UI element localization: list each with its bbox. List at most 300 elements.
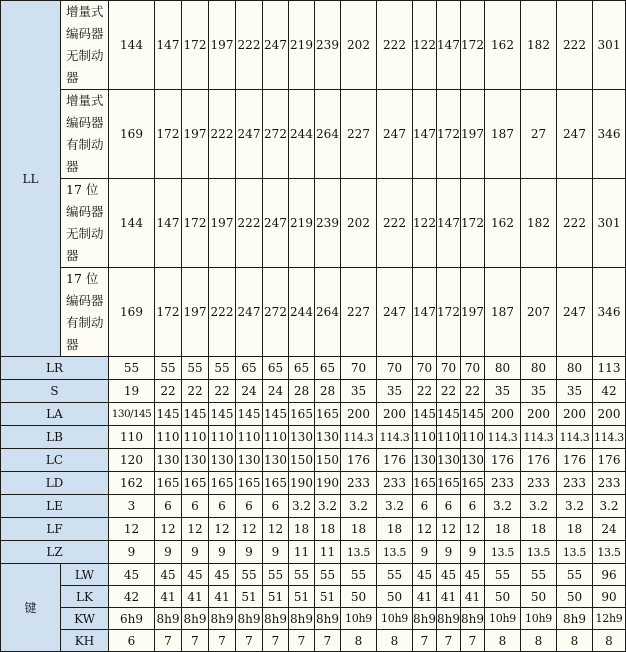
value-cell: 197 bbox=[461, 90, 485, 179]
value-cell: 165 bbox=[209, 472, 236, 495]
value-cell: 145 bbox=[182, 403, 209, 426]
value-cell: 55 bbox=[209, 357, 236, 380]
table-row bbox=[1, 426, 626, 449]
value-cell: 8h9 bbox=[557, 608, 593, 630]
value-cell: 172 bbox=[182, 1, 209, 90]
value-cell: 202 bbox=[341, 179, 377, 268]
value-cell: 22 bbox=[413, 380, 437, 403]
value-cell: 12h9 bbox=[593, 608, 626, 630]
value-cell: 9 bbox=[209, 541, 236, 564]
value-cell: 27 bbox=[521, 90, 557, 179]
value-cell: 197 bbox=[461, 268, 485, 357]
value-cell: 42 bbox=[109, 586, 155, 608]
value-cell: 50 bbox=[485, 586, 521, 608]
value-cell: 24 bbox=[593, 518, 626, 541]
value-cell: 12 bbox=[263, 518, 289, 541]
value-cell: 207 bbox=[521, 268, 557, 357]
value-cell: 247 bbox=[377, 90, 413, 179]
sub-row-label: 17 位编码器无制动器 bbox=[61, 179, 109, 268]
value-cell: 35 bbox=[557, 380, 593, 403]
row-label-ll: LL bbox=[1, 1, 61, 357]
value-cell: 50 bbox=[341, 586, 377, 608]
value-cell: 7 bbox=[182, 630, 209, 652]
value-cell: 45 bbox=[155, 564, 182, 586]
value-cell: 145 bbox=[209, 403, 236, 426]
value-cell: 35 bbox=[341, 380, 377, 403]
value-cell: 45 bbox=[461, 564, 485, 586]
value-cell: 18 bbox=[377, 518, 413, 541]
value-cell: 8 bbox=[557, 630, 593, 652]
value-cell: 10h9 bbox=[521, 608, 557, 630]
value-cell: 130/145 bbox=[109, 403, 155, 426]
value-cell: 222 bbox=[236, 1, 263, 90]
value-cell: 172 bbox=[437, 90, 461, 179]
value-cell: 190 bbox=[289, 472, 315, 495]
value-cell: 10h9 bbox=[341, 608, 377, 630]
value-cell: 3.2 bbox=[341, 495, 377, 518]
value-cell: 172 bbox=[437, 268, 461, 357]
value-cell: 18 bbox=[315, 518, 341, 541]
value-cell: 9 bbox=[437, 541, 461, 564]
value-cell: 110 bbox=[209, 426, 236, 449]
value-cell: 150 bbox=[315, 449, 341, 472]
value-cell: 301 bbox=[593, 1, 626, 90]
value-cell: 187 bbox=[485, 90, 521, 179]
value-cell: 13.5 bbox=[377, 541, 413, 564]
value-cell: 176 bbox=[377, 449, 413, 472]
value-cell: 41 bbox=[155, 586, 182, 608]
value-cell: 13.5 bbox=[521, 541, 557, 564]
value-cell: 110 bbox=[109, 426, 155, 449]
value-cell: 130 bbox=[209, 449, 236, 472]
table-row bbox=[1, 1, 626, 90]
value-cell: 197 bbox=[182, 90, 209, 179]
value-cell: 172 bbox=[155, 90, 182, 179]
value-cell: 55 bbox=[182, 357, 209, 380]
value-cell: 65 bbox=[289, 357, 315, 380]
row-label: LE bbox=[1, 495, 109, 518]
value-cell: 144 bbox=[109, 1, 155, 90]
value-cell: 3.2 bbox=[289, 495, 315, 518]
row-label: LF bbox=[1, 518, 109, 541]
sub-row-label: 增量式编码器有制动器 bbox=[61, 90, 109, 179]
table-row bbox=[1, 564, 626, 586]
value-cell: 110 bbox=[236, 426, 263, 449]
value-cell: 165 bbox=[155, 472, 182, 495]
value-cell: 7 bbox=[437, 630, 461, 652]
value-cell: 12 bbox=[413, 518, 437, 541]
value-cell: 197 bbox=[209, 179, 236, 268]
value-cell: 145 bbox=[155, 403, 182, 426]
value-cell: 70 bbox=[437, 357, 461, 380]
value-cell: 3.2 bbox=[315, 495, 341, 518]
value-cell: 172 bbox=[461, 179, 485, 268]
value-cell: 12 bbox=[209, 518, 236, 541]
value-cell: 200 bbox=[485, 403, 521, 426]
value-cell: 11 bbox=[315, 541, 341, 564]
table-row bbox=[1, 179, 626, 268]
value-cell: 222 bbox=[557, 1, 593, 90]
value-cell: 35 bbox=[521, 380, 557, 403]
value-cell: 227 bbox=[341, 268, 377, 357]
value-cell: 80 bbox=[485, 357, 521, 380]
value-cell: 247 bbox=[377, 268, 413, 357]
value-cell: 70 bbox=[377, 357, 413, 380]
row-label-key: 键 bbox=[1, 564, 61, 652]
table-row bbox=[1, 357, 626, 380]
value-cell: 162 bbox=[109, 472, 155, 495]
value-cell: 65 bbox=[315, 357, 341, 380]
value-cell: 145 bbox=[236, 403, 263, 426]
table-row bbox=[1, 541, 626, 564]
value-cell: 6 bbox=[182, 495, 209, 518]
value-cell: 6h9 bbox=[109, 608, 155, 630]
value-cell: 219 bbox=[289, 179, 315, 268]
value-cell: 8 bbox=[341, 630, 377, 652]
value-cell: 7 bbox=[155, 630, 182, 652]
value-cell: 130 bbox=[437, 449, 461, 472]
value-cell: 45 bbox=[413, 564, 437, 586]
value-cell: 222 bbox=[377, 179, 413, 268]
value-cell: 22 bbox=[182, 380, 209, 403]
value-cell: 8 bbox=[521, 630, 557, 652]
value-cell: 13.5 bbox=[485, 541, 521, 564]
value-cell: 45 bbox=[437, 564, 461, 586]
value-cell: 41 bbox=[437, 586, 461, 608]
value-cell: 8h9 bbox=[461, 608, 485, 630]
value-cell: 7 bbox=[209, 630, 236, 652]
value-cell: 130 bbox=[182, 449, 209, 472]
value-cell: 18 bbox=[557, 518, 593, 541]
value-cell: 12 bbox=[236, 518, 263, 541]
value-cell: 55 bbox=[521, 564, 557, 586]
value-cell: 55 bbox=[109, 357, 155, 380]
value-cell: 51 bbox=[289, 586, 315, 608]
value-cell: 9 bbox=[182, 541, 209, 564]
value-cell: 41 bbox=[461, 586, 485, 608]
value-cell: 55 bbox=[236, 564, 263, 586]
value-cell: 10h9 bbox=[485, 608, 521, 630]
value-cell: 55 bbox=[315, 564, 341, 586]
value-cell: 176 bbox=[521, 449, 557, 472]
value-cell: 197 bbox=[182, 268, 209, 357]
value-cell: 8h9 bbox=[209, 608, 236, 630]
table-row bbox=[1, 449, 626, 472]
value-cell: 120 bbox=[109, 449, 155, 472]
value-cell: 176 bbox=[341, 449, 377, 472]
value-cell: 8h9 bbox=[413, 608, 437, 630]
value-cell: 114.3 bbox=[377, 426, 413, 449]
value-cell: 200 bbox=[341, 403, 377, 426]
value-cell: 190 bbox=[315, 472, 341, 495]
value-cell: 12 bbox=[437, 518, 461, 541]
value-cell: 247 bbox=[557, 90, 593, 179]
row-label: LA bbox=[1, 403, 109, 426]
value-cell: 162 bbox=[485, 1, 521, 90]
value-cell: 9 bbox=[155, 541, 182, 564]
value-cell: 200 bbox=[557, 403, 593, 426]
value-cell: 6 bbox=[109, 630, 155, 652]
value-cell: 18 bbox=[341, 518, 377, 541]
value-cell: 3.2 bbox=[521, 495, 557, 518]
value-cell: 65 bbox=[263, 357, 289, 380]
value-cell: 247 bbox=[263, 179, 289, 268]
value-cell: 176 bbox=[557, 449, 593, 472]
value-cell: 182 bbox=[521, 1, 557, 90]
value-cell: 8h9 bbox=[315, 608, 341, 630]
value-cell: 200 bbox=[521, 403, 557, 426]
value-cell: 13.5 bbox=[557, 541, 593, 564]
value-cell: 165 bbox=[315, 403, 341, 426]
value-cell: 272 bbox=[263, 268, 289, 357]
value-cell: 7 bbox=[289, 630, 315, 652]
value-cell: 247 bbox=[263, 1, 289, 90]
value-cell: 113 bbox=[593, 357, 626, 380]
value-cell: 42 bbox=[593, 380, 626, 403]
value-cell: 222 bbox=[557, 179, 593, 268]
sub-row-label: LW bbox=[61, 564, 109, 586]
value-cell: 8h9 bbox=[155, 608, 182, 630]
value-cell: 165 bbox=[182, 472, 209, 495]
value-cell: 41 bbox=[413, 586, 437, 608]
value-cell: 264 bbox=[315, 268, 341, 357]
value-cell: 12 bbox=[182, 518, 209, 541]
value-cell: 147 bbox=[155, 179, 182, 268]
value-cell: 110 bbox=[263, 426, 289, 449]
value-cell: 176 bbox=[593, 449, 626, 472]
value-cell: 80 bbox=[557, 357, 593, 380]
value-cell: 51 bbox=[315, 586, 341, 608]
value-cell: 19 bbox=[109, 380, 155, 403]
value-cell: 6 bbox=[263, 495, 289, 518]
value-cell: 239 bbox=[315, 1, 341, 90]
value-cell: 244 bbox=[289, 90, 315, 179]
value-cell: 8 bbox=[485, 630, 521, 652]
value-cell: 51 bbox=[263, 586, 289, 608]
value-cell: 233 bbox=[521, 472, 557, 495]
value-cell: 147 bbox=[437, 1, 461, 90]
row-label: LC bbox=[1, 449, 109, 472]
value-cell: 6 bbox=[209, 495, 236, 518]
value-cell: 12 bbox=[461, 518, 485, 541]
value-cell: 110 bbox=[155, 426, 182, 449]
value-cell: 3.2 bbox=[557, 495, 593, 518]
value-cell: 172 bbox=[182, 179, 209, 268]
value-cell: 165 bbox=[236, 472, 263, 495]
sub-row-label: KW bbox=[61, 608, 109, 630]
value-cell: 197 bbox=[209, 1, 236, 90]
value-cell: 7 bbox=[236, 630, 263, 652]
value-cell: 8 bbox=[377, 630, 413, 652]
value-cell: 35 bbox=[377, 380, 413, 403]
value-cell: 169 bbox=[109, 268, 155, 357]
value-cell: 28 bbox=[315, 380, 341, 403]
value-cell: 9 bbox=[263, 541, 289, 564]
value-cell: 110 bbox=[437, 426, 461, 449]
value-cell: 165 bbox=[437, 472, 461, 495]
value-cell: 110 bbox=[182, 426, 209, 449]
value-cell: 22 bbox=[209, 380, 236, 403]
value-cell: 130 bbox=[289, 426, 315, 449]
value-cell: 122 bbox=[413, 1, 437, 90]
value-cell: 70 bbox=[461, 357, 485, 380]
value-cell: 165 bbox=[263, 472, 289, 495]
value-cell: 172 bbox=[461, 1, 485, 90]
value-cell: 7 bbox=[413, 630, 437, 652]
value-cell: 202 bbox=[341, 1, 377, 90]
value-cell: 162 bbox=[485, 179, 521, 268]
value-cell: 28 bbox=[289, 380, 315, 403]
value-cell: 22 bbox=[461, 380, 485, 403]
value-cell: 90 bbox=[593, 586, 626, 608]
value-cell: 55 bbox=[377, 564, 413, 586]
value-cell: 233 bbox=[377, 472, 413, 495]
row-label: LD bbox=[1, 472, 109, 495]
value-cell: 6 bbox=[155, 495, 182, 518]
value-cell: 6 bbox=[236, 495, 263, 518]
value-cell: 55 bbox=[289, 564, 315, 586]
value-cell: 239 bbox=[315, 179, 341, 268]
table-row bbox=[1, 268, 626, 357]
sub-row-label: 17 位编码器有制动器 bbox=[61, 268, 109, 357]
value-cell: 114.3 bbox=[341, 426, 377, 449]
value-cell: 18 bbox=[485, 518, 521, 541]
value-cell: 8h9 bbox=[437, 608, 461, 630]
value-cell: 18 bbox=[289, 518, 315, 541]
value-cell: 3.2 bbox=[485, 495, 521, 518]
table-body bbox=[1, 1, 626, 652]
value-cell: 130 bbox=[263, 449, 289, 472]
value-cell: 50 bbox=[521, 586, 557, 608]
table-row bbox=[1, 472, 626, 495]
sub-row-label: LK bbox=[61, 586, 109, 608]
value-cell: 346 bbox=[593, 268, 626, 357]
value-cell: 144 bbox=[109, 179, 155, 268]
row-label: S bbox=[1, 380, 109, 403]
value-cell: 114.3 bbox=[593, 426, 626, 449]
value-cell: 200 bbox=[593, 403, 626, 426]
value-cell: 50 bbox=[377, 586, 413, 608]
value-cell: 8h9 bbox=[263, 608, 289, 630]
value-cell: 346 bbox=[593, 90, 626, 179]
value-cell: 13.5 bbox=[593, 541, 626, 564]
value-cell: 227 bbox=[341, 90, 377, 179]
value-cell: 65 bbox=[236, 357, 263, 380]
value-cell: 3 bbox=[109, 495, 155, 518]
value-cell: 7 bbox=[461, 630, 485, 652]
value-cell: 22 bbox=[437, 380, 461, 403]
value-cell: 114.3 bbox=[521, 426, 557, 449]
value-cell: 6 bbox=[461, 495, 485, 518]
value-cell: 41 bbox=[182, 586, 209, 608]
value-cell: 96 bbox=[593, 564, 626, 586]
value-cell: 6 bbox=[437, 495, 461, 518]
value-cell: 130 bbox=[315, 426, 341, 449]
value-cell: 247 bbox=[557, 268, 593, 357]
value-cell: 176 bbox=[485, 449, 521, 472]
value-cell: 110 bbox=[413, 426, 437, 449]
value-cell: 272 bbox=[263, 90, 289, 179]
value-cell: 147 bbox=[413, 90, 437, 179]
value-cell: 233 bbox=[557, 472, 593, 495]
value-cell: 222 bbox=[209, 268, 236, 357]
value-cell: 114.3 bbox=[557, 426, 593, 449]
value-cell: 55 bbox=[155, 357, 182, 380]
value-cell: 41 bbox=[209, 586, 236, 608]
value-cell: 8h9 bbox=[289, 608, 315, 630]
value-cell: 18 bbox=[521, 518, 557, 541]
value-cell: 264 bbox=[315, 90, 341, 179]
value-cell: 11 bbox=[289, 541, 315, 564]
value-cell: 70 bbox=[341, 357, 377, 380]
value-cell: 165 bbox=[461, 472, 485, 495]
value-cell: 24 bbox=[236, 380, 263, 403]
value-cell: 244 bbox=[289, 268, 315, 357]
value-cell: 130 bbox=[461, 449, 485, 472]
value-cell: 169 bbox=[109, 90, 155, 179]
value-cell: 45 bbox=[109, 564, 155, 586]
value-cell: 12 bbox=[155, 518, 182, 541]
value-cell: 9 bbox=[109, 541, 155, 564]
value-cell: 222 bbox=[209, 90, 236, 179]
value-cell: 187 bbox=[485, 268, 521, 357]
value-cell: 55 bbox=[485, 564, 521, 586]
value-cell: 12 bbox=[109, 518, 155, 541]
value-cell: 165 bbox=[413, 472, 437, 495]
value-cell: 172 bbox=[155, 268, 182, 357]
value-cell: 222 bbox=[236, 179, 263, 268]
value-cell: 3.2 bbox=[593, 495, 626, 518]
value-cell: 55 bbox=[341, 564, 377, 586]
sub-row-label: KH bbox=[61, 630, 109, 652]
table-row bbox=[1, 90, 626, 179]
value-cell: 51 bbox=[236, 586, 263, 608]
value-cell: 24 bbox=[263, 380, 289, 403]
value-cell: 55 bbox=[557, 564, 593, 586]
value-cell: 130 bbox=[236, 449, 263, 472]
value-cell: 233 bbox=[593, 472, 626, 495]
value-cell: 147 bbox=[155, 1, 182, 90]
row-label: LZ bbox=[1, 541, 109, 564]
value-cell: 247 bbox=[236, 268, 263, 357]
value-cell: 9 bbox=[461, 541, 485, 564]
value-cell: 55 bbox=[263, 564, 289, 586]
value-cell: 13.5 bbox=[341, 541, 377, 564]
table-row bbox=[1, 608, 626, 630]
value-cell: 70 bbox=[413, 357, 437, 380]
value-cell: 147 bbox=[413, 268, 437, 357]
value-cell: 22 bbox=[155, 380, 182, 403]
value-cell: 219 bbox=[289, 1, 315, 90]
value-cell: 165 bbox=[289, 403, 315, 426]
value-cell: 114.3 bbox=[485, 426, 521, 449]
table-row bbox=[1, 380, 626, 403]
value-cell: 50 bbox=[557, 586, 593, 608]
value-cell: 182 bbox=[521, 179, 557, 268]
table-row bbox=[1, 518, 626, 541]
row-label: LR bbox=[1, 357, 109, 380]
value-cell: 145 bbox=[437, 403, 461, 426]
value-cell: 122 bbox=[413, 179, 437, 268]
value-cell: 7 bbox=[263, 630, 289, 652]
value-cell: 147 bbox=[437, 179, 461, 268]
value-cell: 222 bbox=[377, 1, 413, 90]
value-cell: 145 bbox=[413, 403, 437, 426]
value-cell: 9 bbox=[413, 541, 437, 564]
value-cell: 145 bbox=[263, 403, 289, 426]
table-row bbox=[1, 495, 626, 518]
value-cell: 7 bbox=[315, 630, 341, 652]
